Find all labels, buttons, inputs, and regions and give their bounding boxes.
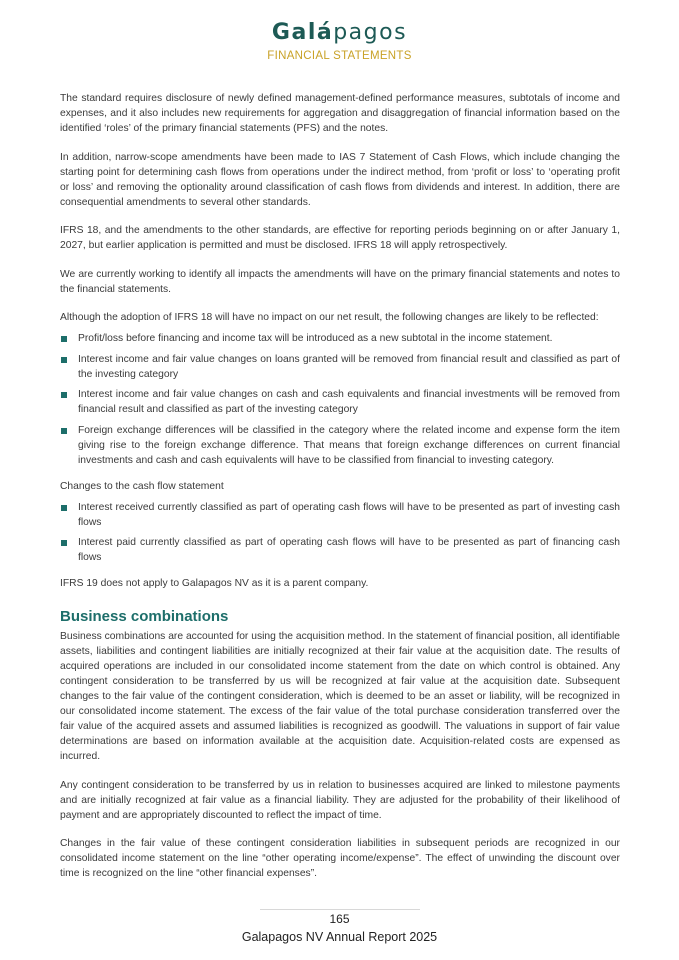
paragraph: Although the adoption of IFRS 18 will have no impact on our net result, the following changes are likely to be reflected: <box>60 312 599 323</box>
paragraph: The standard requires disclosure of newly defined management-defined performance measures, subtotals of income and expenses, and it also includes new requirements for aggregation and disaggregation of financial information based on the identified ‘roles’ of the primary financial statements (PFS) and the notes. <box>60 93 620 134</box>
bullet-square-icon <box>61 357 67 363</box>
list-item <box>60 535 620 565</box>
page-content <box>60 91 620 895</box>
section-heading: Business combinations <box>60 608 229 625</box>
list-item-text: Interest income and fair value changes on cash and cash equivalents and financial investments will be removed from financial result and classified as part of the investing category <box>78 389 620 415</box>
paragraph: Changes in the fair value of these contingent consideration liabilities in subsequent periods are recognized in our consolidated income statement on the line “other operating income/expense”. The effect of unwinding the discount over time is recognized on the line “other financial expenses”. <box>60 838 620 879</box>
report-title: Galapagos NV Annual Report 2025 <box>241 930 438 944</box>
logo-bold-part: Galá <box>271 20 334 45</box>
paragraph: Changes to the cash flow statement <box>60 480 224 492</box>
list-item-text: Foreign exchange differences will be classified in the category where the related income and expense form the item giving rise to the foreign exchange difference. That means that foreign exchange differences on current financial investments and cash and cash equivalents will have to be classified from financial to investing category. <box>78 424 620 466</box>
page-header <box>0 20 679 63</box>
list-item-text: Profit/loss before financing and income tax will be introduced as a new subtotal in the income statement. <box>78 333 553 344</box>
logo-light-part: pagos <box>333 20 408 45</box>
paragraph: Any contingent consideration to be transferred by us in relation to businesses acquired are linked to milestone payments and are initially recognized at fair value as a financial liability. They are adjusted for the probability of their likelihood of payment and are appropriately discounted to reflect the impact of time. <box>60 779 620 821</box>
list-item-text: Interest income and fair value changes on loans granted will be removed from financial result and classified as part of the investing category <box>78 353 620 380</box>
paragraph: We are currently working to identify all impacts the amendments will have on the primary financial statements and notes to the financial statements. <box>60 268 620 295</box>
paragraph: In addition, narrow-scope amendments have been made to IAS 7 Statement of Cash Flows, which include changing the starting point for determining cash flows from operations under the indirect method, from ‘profit or loss’ to ‘operating profit or loss’ and removing the optionality around classification of cash flows from dividends and interest. In addition, there are consequential amendments to several other standards. <box>60 151 620 208</box>
paragraph: IFRS 19 does not apply to Galapagos NV as it is a parent company. <box>60 578 369 589</box>
section-label: FINANCIAL STATEMENTS <box>267 50 412 62</box>
list-item <box>60 331 620 346</box>
page-footer <box>0 909 679 946</box>
bullet-square-icon <box>61 428 67 434</box>
list-item <box>60 352 620 382</box>
list-item <box>60 387 620 417</box>
bullet-square-icon <box>61 336 67 342</box>
page-number: 165 <box>329 912 350 926</box>
paragraph: IFRS 18, and the amendments to the other standards, are effective for reporting periods beginning on or after January 1, 2027, but earlier application is permitted and must be disclosed. IFRS 18 will apply retrospectively. <box>60 225 620 251</box>
footer-divider <box>260 909 420 910</box>
list-item <box>60 500 620 530</box>
list-item-text: Interest received currently classified as part of operating cash flows will have to be presented as part of investing cash flows <box>78 501 620 528</box>
ifrs18-changes-list <box>60 331 620 468</box>
bullet-square-icon <box>61 505 67 511</box>
cash-flow-changes-list <box>60 500 620 566</box>
bullet-square-icon <box>61 392 67 398</box>
list-item <box>60 423 620 468</box>
bullet-square-icon <box>61 540 67 546</box>
list-item-text: Interest paid currently classified as part of operating cash flows will have to be presented as part of financing cash flows <box>78 537 620 563</box>
galapagos-logo <box>0 20 679 46</box>
paragraph: Business combinations are accounted for using the acquisition method. In the statement of financial position, all identifiable assets, liabilities and contingent liabilities are initially recognized at their fair value at the acquisition date. The results of acquired operations are included in our consolidated income statement from the date on which control is obtained. Any contingent consideration to be transferred by us will be recognized at fair value at the acquisition date. Subsequent changes to the fair value of the contingent consideration, which is deemed to be an asset or liability, will be recognized in our consolidated income statement. The excess of the fair value of the total purchase consideration transferred over the fair value of the acquired assets and assumed liabilities is recognized as goodwill. The valuations in support of fair value determinations are based on information available at the acquisition date. Acquisition-related costs are expensed as incurred. <box>60 631 620 762</box>
